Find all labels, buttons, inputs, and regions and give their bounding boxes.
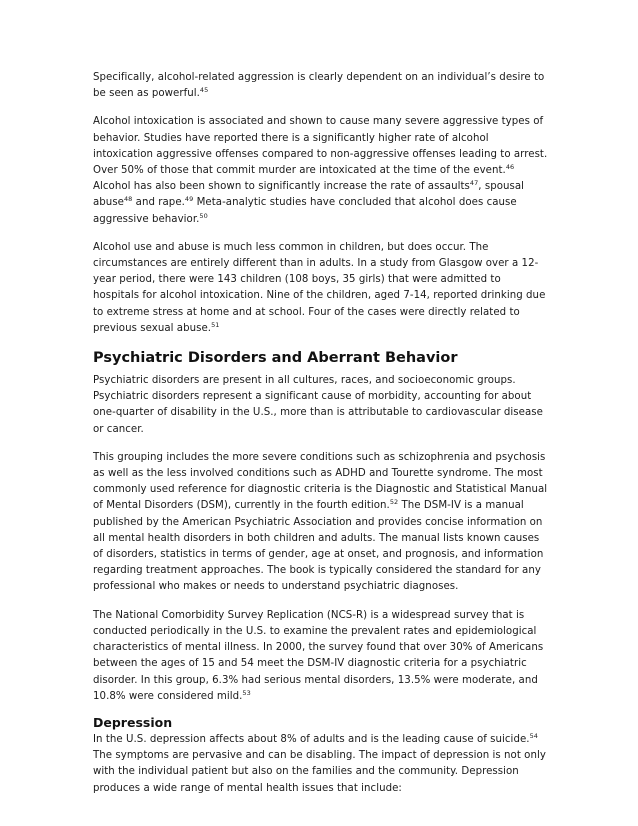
footnote-ref: 53 [242, 688, 251, 697]
heading-psychiatric-disorders: Psychiatric Disorders and Aberrant Behavior [93, 350, 458, 367]
paragraph-ncs-r: The National Comorbidity Survey Replication (NCS-R) is a widespread survey that is conducted periodically in the U.S. to examine the prevalent rates and epidemiological characteristics of mental illness. In 2000, the survey found that over 30% of Americans between the ages of 15 and 54 meet the DSM-IV diagnostic criteria for a psychiatric disorder. In this group, 6.3% had serious mental disorders, 13.5% were moderate, and 10.8% were considered mild.$^{53}$ [93, 609, 544, 702]
paragraph-alcohol-intoxication: Alcohol intoxication is associated and shown to cause many severe aggressive types of behavior. Studies have reported there is a significantly higher rate of alcohol intoxication aggressive offenses compared to non-aggressive offenses leading to arrest. Over 50% of those that commit murder are intoxicated at the time of the event.$^{46}$ Alcohol has also been shown to significantly increase the rate of assaults$^{47}$, spousal abuse$^{48}$ and rape.$^{49}$ Meta-analytic studies have concluded that alcohol does cause aggressive behavior.$^{50}$ [93, 116, 548, 225]
footnote-ref: 51 [211, 320, 220, 329]
paragraph-psychiatric-intro: Psychiatric disorders are present in all cultures, races, and socioeconomic groups. Psychiatric disorders represent a significant cause of morbidity, accounting for about one-quarter of disability in the U.S., more than is attributable to cardiovascular disease or cancer. [93, 375, 543, 435]
footnote-ref: 46 [505, 163, 515, 172]
footnote-ref: 49 [184, 195, 194, 204]
footnote-ref: 54 [529, 731, 538, 740]
footnote-ref: 45 [199, 86, 209, 95]
paragraph-children-alcohol: Alcohol use and abuse is much less common in children, but does occur. The circumstances are entirely different than in adults. In a study from Glasgow over a 12-year period, there were 143 children (108 boys, 35 girls) that were admitted to hospitals for alcohol intoxication. Nine of the children, aged 7-14, reported drinking due to extreme stress at home and at school. Four of the cases were directly related to previous sexual abuse.$^{51}$ [93, 241, 546, 334]
paragraph-aggression-power: Specifically, alcohol-related aggression is clearly dependent on an individual’s desire to be seen as powerful.$^{45}$ [93, 72, 545, 100]
footnote-ref: 50 [199, 211, 208, 220]
footnote-ref: 52 [389, 498, 399, 507]
heading-depression: Depression [93, 714, 173, 730]
footnote-ref: 48 [124, 195, 133, 204]
footnote-ref: 47 [469, 179, 479, 188]
paragraph-dsm: This grouping includes the more severe conditions such as schizophrenia and psychosis as well as the less involved conditions such as ADHD and Tourette syndrome. The most commonly used reference for diagnostic criteria is the Diagnostic and Statistical Manual of Mental Disorders (DSM), currently in the fourth edition.$^{52}$ The DSM-IV is a manual published by the American Psychiatric Association and provides concise information on all mental health disorders in both children and adults. The manual lists known causes of disorders, statistics in terms of gender, age at onset, and prognosis, and information regarding treatment approaches. The book is typically considered the standard for any professional who makes or needs to understand psychiatric diagnoses. [93, 451, 548, 593]
paragraph-depression: In the U.S. depression affects about 8% of adults and is the leading cause of suicide.$^{54}$ The symptoms are pervasive and can be disabling. The impact of depression is not only with the individual patient but also on the families and the community. Depression produces a wide range of mental health issues that include: [93, 731, 546, 794]
